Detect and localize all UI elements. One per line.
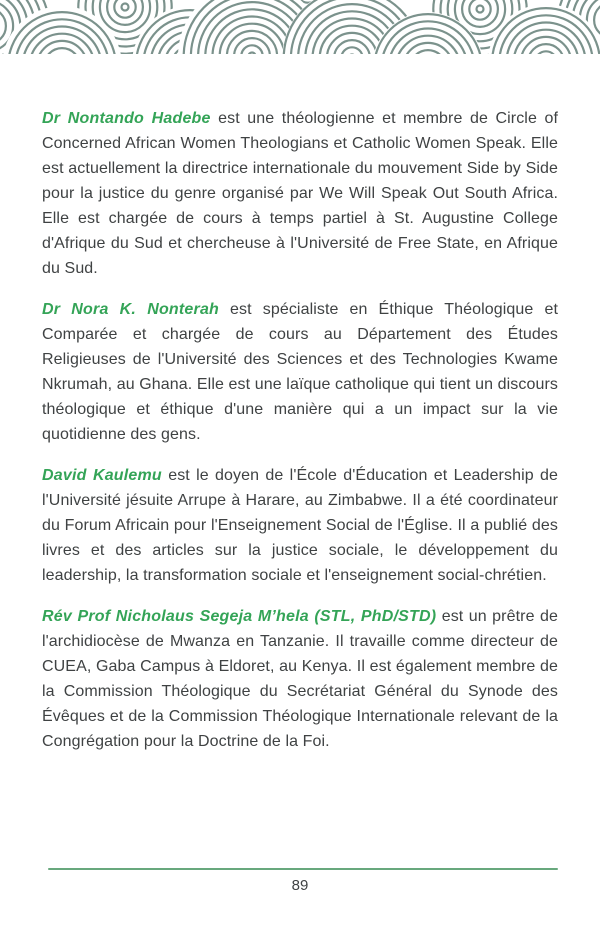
page-number: 89 (291, 877, 309, 894)
bio-paragraph-nontando-hadebe (42, 106, 558, 281)
bio-paragraph-nicholaus-segeja (42, 604, 558, 754)
footer-rule (48, 868, 558, 870)
decorative-circles-band (0, 0, 600, 54)
person-name: Dr Nontando Hadebe (42, 110, 211, 127)
bio-text: est un prêtre de l'archidiocèse de Mwanza en Tanzanie. Il travaille comme directeur de CUEA, Gaba Campus à Eldoret, au Kenya. Il est également membre de la Commission Théologique du Secrétariat Général du Synode des Évêques et de la Commission Théologique Internationale relevant de la Congrégation pour la Doctrine de la Foi. (42, 608, 558, 750)
bio-paragraph-david-kaulemu (42, 463, 558, 588)
person-name: David Kaulemu (42, 467, 162, 484)
bio-text: est le doyen de l'École d'Éducation et Leadership de l'Université jésuite Arrupe à Harare, au Zimbabwe. Il a été coordinateur du Forum Africain pour l'Enseignement Social de l'Église. Il a publié des livres et des articles sur la justice sociale, le développement du leadership, la transformation sociale et l'enseignement social-chrétien. (42, 467, 559, 584)
bio-text: est une théologienne et membre de Circle of Concerned African Women Theologians et Catholic Women Speak. Elle est actuellement la directrice internationale du mouvement Side by Side pour la justice du genre organisé par We Will Speak Out South Africa. Elle est chargée de cours à temps partiel à St. Augustine College d'Afrique du Sud et chercheuse à l'Université de Free State, en Afrique du Sud. (42, 110, 558, 277)
page-content (0, 54, 600, 770)
concentric-circles-pattern-icon (0, 0, 600, 54)
bio-paragraph-nora-nonterah (42, 297, 558, 447)
page-footer (0, 868, 600, 894)
bio-text: est spécialiste en Éthique Théologique et Comparée et chargée de cours au Département des Études Religieuses de l'Université des Sciences et des Technologies Kwame Nkrumah, au Ghana. Elle est une laïque catholique qui tient un discours théologique et éthique d'une manière qui a un impact sur la vie quotidienne des gens. (42, 301, 558, 443)
person-name: Dr Nora K. Nonterah (42, 301, 220, 318)
person-name: Rév Prof Nicholaus Segeja M’hela (STL, PhD/STD) (42, 608, 437, 625)
